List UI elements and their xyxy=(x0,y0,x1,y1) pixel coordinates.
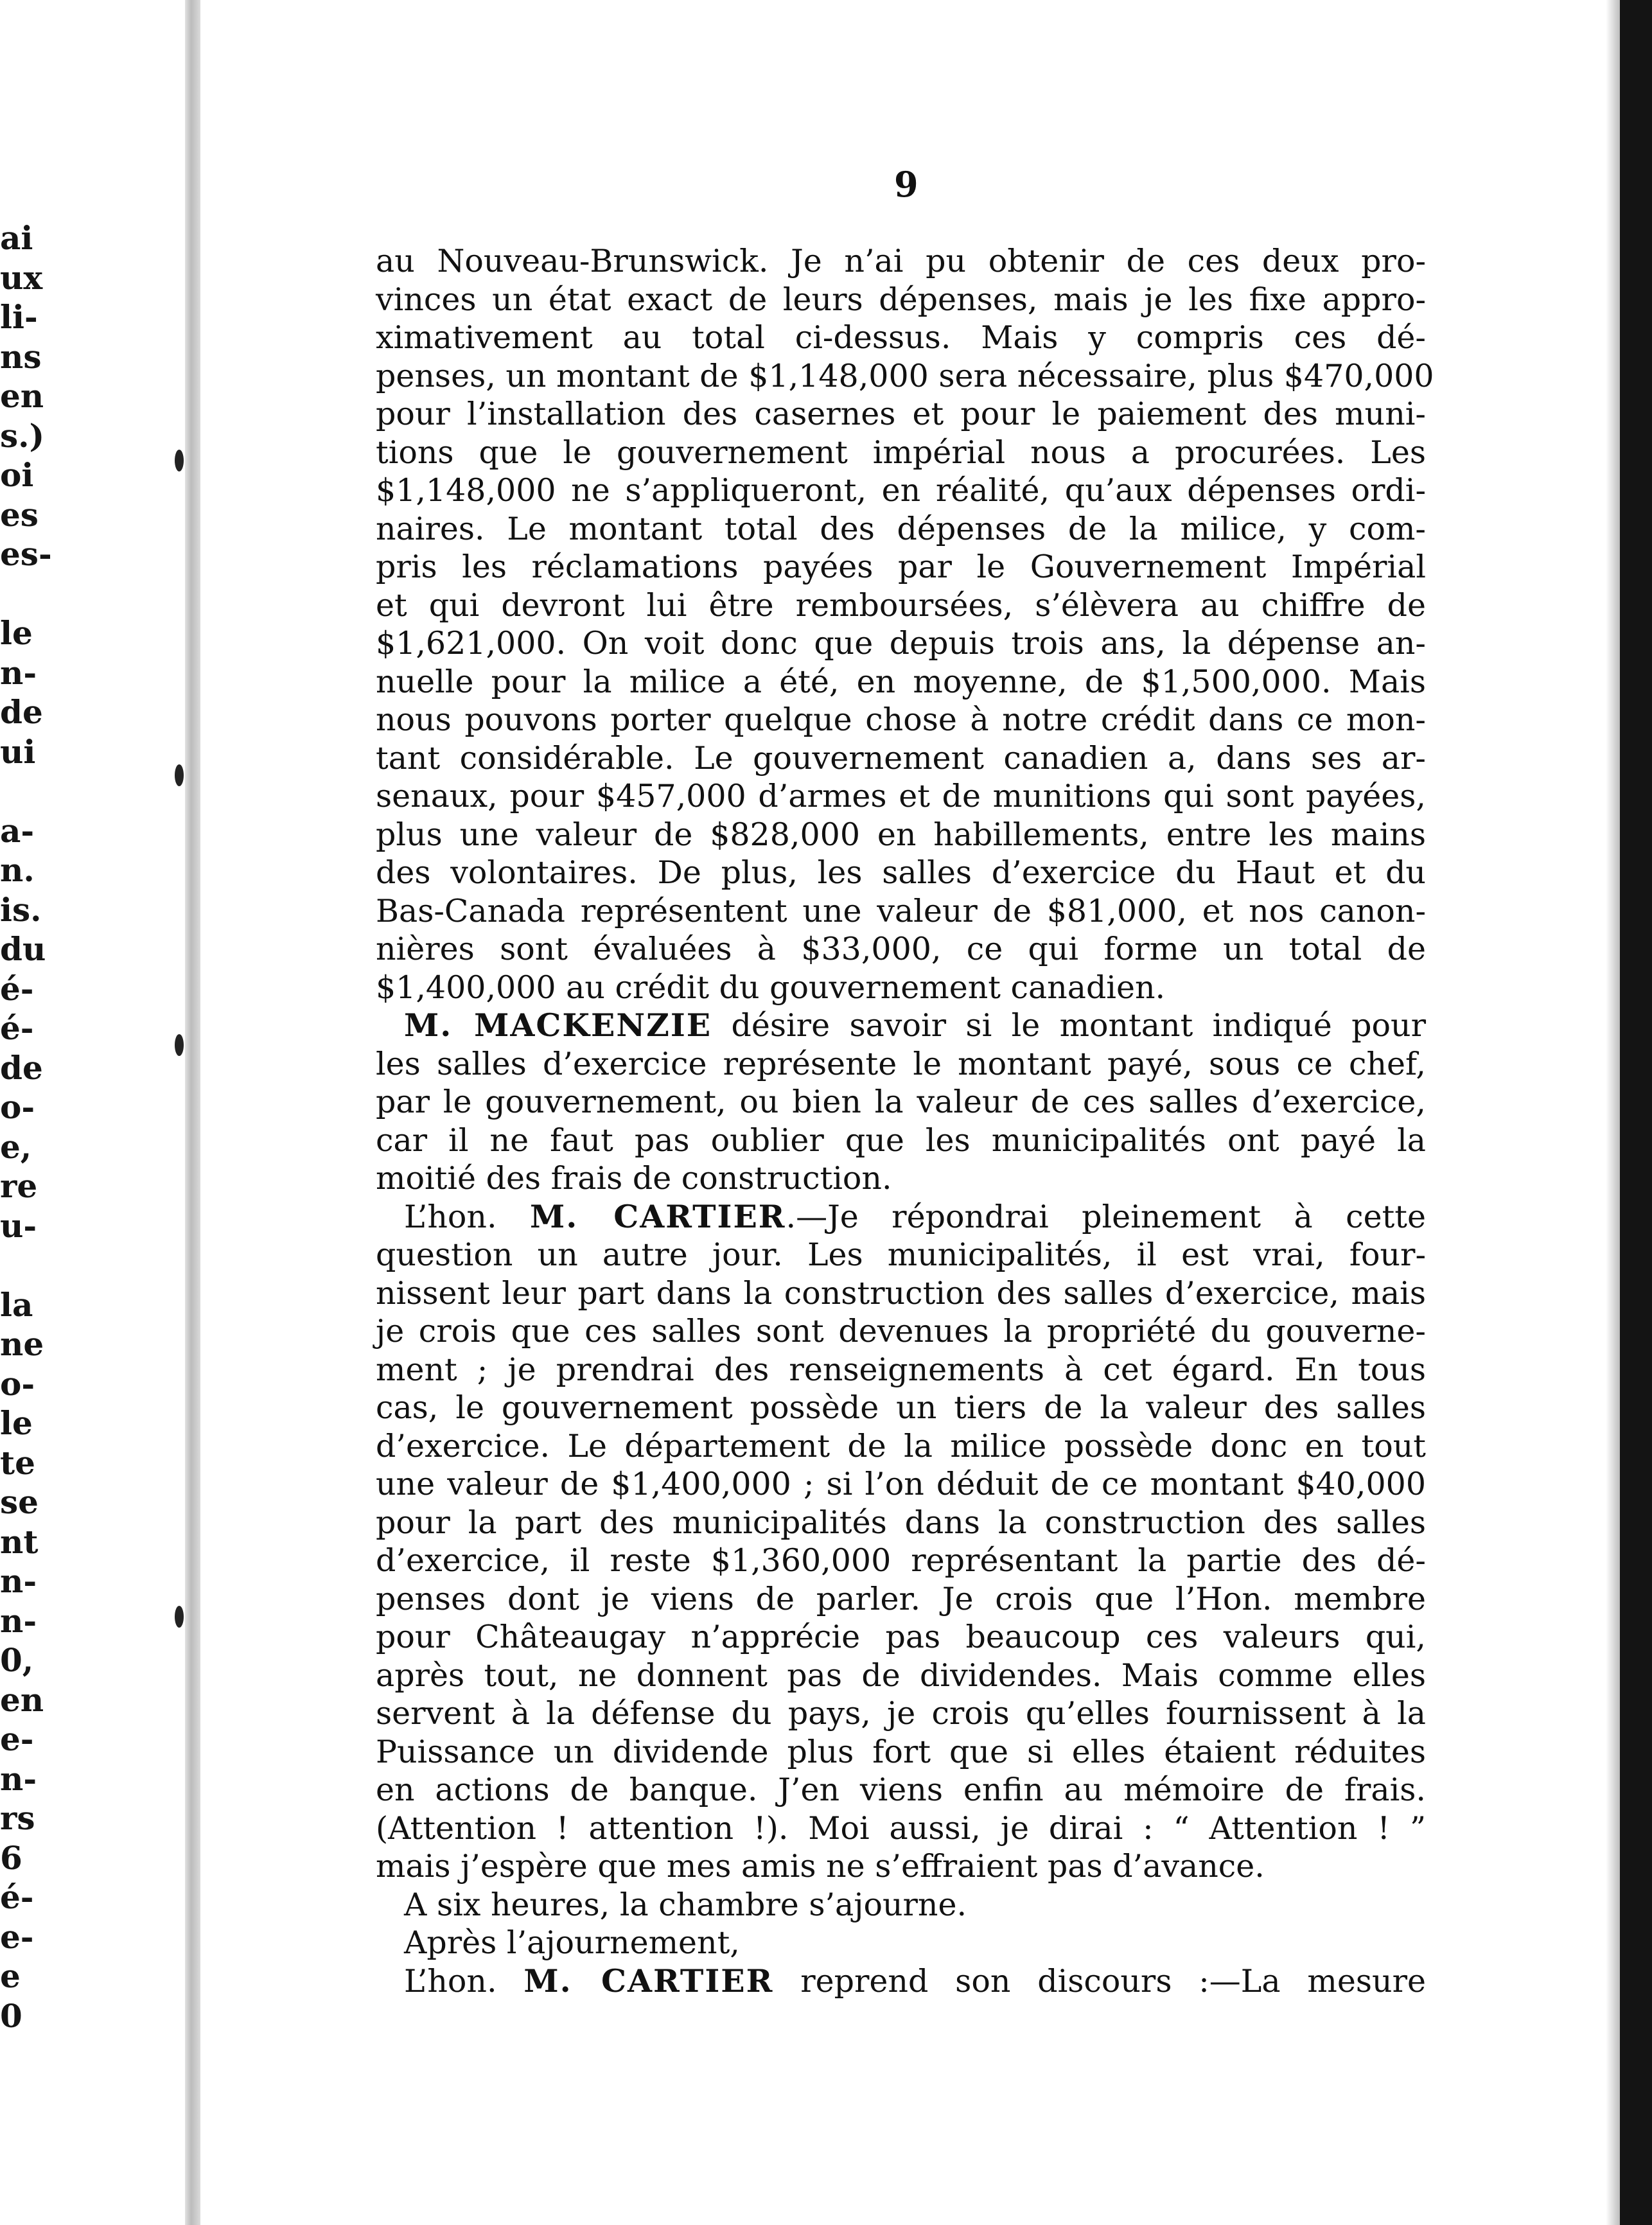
text-line xyxy=(376,1083,1426,1121)
left-fragment-line: e- xyxy=(0,1917,34,1956)
left-fragment-line: 0, xyxy=(0,1641,34,1679)
left-fragment-line: é- xyxy=(0,1878,34,1916)
text-line xyxy=(376,1389,1426,1427)
line-text: $1,400,000 au crédit du gouvernement canadien. xyxy=(376,969,1166,1006)
line-text: servent à la défense du pays, je crois qu’elles fournissent à la xyxy=(376,1695,1426,1732)
left-fragment-line: o- xyxy=(0,1088,35,1126)
line-text: nous pouvons porter quelque chose à notre crédit dans ce mon- xyxy=(376,701,1426,738)
text-line xyxy=(376,434,1426,472)
left-fragment-line: n- xyxy=(0,1562,37,1600)
left-fragment-line: e, xyxy=(0,1127,32,1166)
speaker-name: M. CARTIER xyxy=(523,1962,774,2000)
text-line xyxy=(376,1198,1426,1236)
text-line xyxy=(376,1236,1426,1274)
text-line xyxy=(376,1847,1426,1886)
text-line xyxy=(376,395,1426,434)
text-line xyxy=(376,1045,1426,1084)
line-text: cas, le gouvernement possède un tiers de la valeur des salles xyxy=(376,1389,1426,1426)
line-text: vinces un état exact de leurs dépenses, mais je les fixe appro- xyxy=(376,281,1426,318)
line-text: après tout, ne donnent pas de dividendes. Mais comme elles xyxy=(376,1657,1426,1694)
text-line xyxy=(376,1771,1426,1809)
text-line xyxy=(376,319,1426,357)
binding-mark xyxy=(175,450,184,471)
text-line xyxy=(376,1962,1426,2001)
text-line xyxy=(376,242,1426,281)
line-text: $1,148,000 ne s’appliqueront, en réalité, qu’aux dépenses ordi- xyxy=(376,472,1426,509)
binding-mark xyxy=(175,1606,184,1628)
text-line xyxy=(376,1618,1426,1657)
line-text: au Nouveau-Brunswick. Je n’ai pu obtenir de ces deux pro- xyxy=(376,243,1426,279)
speaker-name: M. MACKENZIE xyxy=(404,1007,712,1044)
text-line xyxy=(376,892,1426,931)
left-fragment-line: 6 xyxy=(0,1838,22,1877)
text-line xyxy=(376,1924,1426,1962)
text-line xyxy=(376,1465,1426,1504)
text-line xyxy=(376,281,1426,319)
line-text: penses dont je viens de parler. Je crois que l’Hon. membre xyxy=(376,1580,1426,1617)
line-text: les salles d’exercice représente le montant payé, sous ce chef, xyxy=(376,1045,1426,1082)
left-page-edge xyxy=(0,0,186,2225)
line-text: nuelle pour la milice a été, en moyenne, de $1,500,000. Mais xyxy=(376,663,1426,700)
left-fragment-line: n. xyxy=(0,851,35,889)
left-fragment-line: u- xyxy=(0,1206,37,1245)
line-text: moitié des frais de construction. xyxy=(376,1160,892,1197)
line-text: pour Châteaugay n’apprécie pas beaucoup ces valeurs qui, xyxy=(376,1619,1426,1655)
left-fragment-line: é- xyxy=(0,969,34,1008)
text-line xyxy=(376,1504,1426,1542)
text-line xyxy=(376,701,1426,739)
left-fragment-line: ns xyxy=(0,337,42,376)
speaker-title: L’hon. xyxy=(404,1198,530,1235)
line-text: naires. Le montant total des dépenses de la milice, y com- xyxy=(376,510,1426,547)
left-fragment-line: oi xyxy=(0,456,34,494)
left-fragment-line: en xyxy=(0,377,44,415)
left-fragment-line: re xyxy=(0,1167,38,1205)
line-text: ment ; je prendrai des renseignements à cet égard. En tous xyxy=(376,1351,1426,1388)
line-text: des volontaires. De plus, les salles d’exercice du Haut et du xyxy=(376,854,1426,891)
text-line xyxy=(376,510,1426,549)
line-text: pour l’installation des casernes et pour le paiement des muni- xyxy=(376,396,1426,432)
left-fragment-line: e- xyxy=(0,1720,34,1758)
line-text: plus une valeur de $828,000 en habillements, entre les mains xyxy=(376,816,1426,853)
text-line xyxy=(376,1657,1426,1695)
left-fragment-line xyxy=(0,574,51,614)
text-line xyxy=(376,624,1426,663)
text-line xyxy=(376,930,1426,969)
scan-edge xyxy=(1620,0,1652,2225)
left-fragment-line: é- xyxy=(0,1009,34,1047)
left-fragment-line: te xyxy=(0,1443,35,1482)
line-text: nissent leur part dans la construction des salles d’exercice, mais xyxy=(376,1274,1426,1312)
line-text: et qui devront lui être remboursées, s’élèvera au chiffre de xyxy=(376,586,1426,624)
left-fragment-line: de xyxy=(0,1048,43,1087)
left-fragment-line: ai xyxy=(0,219,33,257)
book-spine xyxy=(185,0,200,2225)
text-line xyxy=(376,1809,1426,1848)
text-line xyxy=(376,1733,1426,1772)
line-text: senaux, pour $457,000 d’armes et de munitions qui sont payées, xyxy=(376,778,1426,814)
text-line xyxy=(376,1351,1426,1389)
line-text: tions que le gouvernement impérial nous a procurées. Les xyxy=(376,434,1426,471)
line-text: question un autre jour. Les municipalités, il est vrai, four- xyxy=(376,1236,1426,1273)
left-fragment-line: se xyxy=(0,1483,39,1521)
line-text: nières sont évaluées à $33,000, ce qui forme un total de xyxy=(376,931,1426,967)
text-line xyxy=(376,1274,1426,1313)
text-line xyxy=(376,663,1426,701)
text-line xyxy=(376,969,1426,1007)
line-text: car il ne faut pas oublier que les municipalités ont payé la xyxy=(376,1121,1426,1159)
left-fragment-line: en xyxy=(0,1680,44,1719)
text-line xyxy=(376,471,1426,510)
text-line xyxy=(376,1159,1426,1198)
left-fragment-line: e xyxy=(0,1957,21,1995)
line-text: d’exercice. Le département de la milice possède donc en tout xyxy=(376,1427,1426,1464)
left-fragment-line: la xyxy=(0,1285,33,1324)
line-text: d’exercice, il reste $1,360,000 représentant la partie des dé- xyxy=(376,1542,1426,1579)
left-page-text-fragments xyxy=(0,218,51,2036)
line-text: ximativement au total ci-dessus. Mais y compris ces dé- xyxy=(376,319,1426,356)
line-text: A six heures, la chambre s’ajourne. xyxy=(404,1886,967,1923)
left-fragment-line: le xyxy=(0,614,33,652)
line-text: je crois que ces salles sont devenues la propriété du gouverne- xyxy=(376,1313,1426,1350)
line-text: mais j’espère que mes amis ne s’effraient pas d’avance. xyxy=(376,1848,1265,1885)
line-text: pour la part des municipalités dans la construction des salles xyxy=(376,1504,1426,1541)
left-fragment-line: is. xyxy=(0,890,42,929)
left-fragment-line: a- xyxy=(0,811,35,850)
text-line xyxy=(376,816,1426,854)
left-fragment-line: ne xyxy=(0,1325,44,1363)
text-line xyxy=(376,854,1426,892)
line-text: penses, un montant de $1,148,000 sera nécessaire, plus $470,000 xyxy=(376,357,1434,394)
binding-mark xyxy=(175,1034,184,1056)
text-line xyxy=(376,1542,1426,1580)
speaker-title: L’hon. xyxy=(404,1962,524,2000)
text-line xyxy=(376,777,1426,816)
text-line xyxy=(376,1121,1426,1160)
left-fragment-line: 0 xyxy=(0,1996,22,2035)
text-line xyxy=(376,1312,1426,1351)
left-fragment-line: es xyxy=(0,495,39,534)
line-text: $1,621,000. On voit donc que depuis trois ans, la dépense an- xyxy=(376,625,1426,662)
text-line xyxy=(376,586,1426,625)
left-fragment-line: rs xyxy=(0,1799,35,1837)
page-number: 9 xyxy=(894,164,918,205)
left-fragment-line xyxy=(0,1245,51,1285)
line-text: reprend son discours :—La mesure xyxy=(773,1962,1426,2000)
text-line xyxy=(376,1694,1426,1733)
text-line xyxy=(376,1580,1426,1619)
line-text: pris les réclamations payées par le Gouvernement Impérial xyxy=(376,549,1426,585)
speaker-name: M. CARTIER xyxy=(529,1197,786,1235)
line-text: (Attention ! attention !). Moi aussi, je dirai : “ Attention ! ” xyxy=(376,1809,1426,1847)
line-text: en actions de banque. J’en viens enfin au mémoire de frais. xyxy=(376,1772,1426,1808)
text-line xyxy=(376,1007,1426,1045)
text-line xyxy=(376,1427,1426,1466)
left-fragment-line: le xyxy=(0,1404,33,1442)
line-text: Bas-Canada représentent une valeur de $81,000, et nos canon- xyxy=(376,892,1426,929)
left-fragment-line: n- xyxy=(0,653,37,692)
line-text: tant considérable. Le gouvernement canadien a, dans ses ar- xyxy=(376,739,1426,777)
left-fragment-line: s.) xyxy=(0,416,45,455)
line-text: Puissance un dividende plus fort que si elles étaient réduites xyxy=(376,1733,1426,1770)
line-text: par le gouvernement, ou bien la valeur de ces salles d’exercice, xyxy=(376,1084,1426,1120)
left-fragment-line: ui xyxy=(0,732,36,771)
line-text: désire savoir si le montant indiqué pour xyxy=(712,1007,1426,1044)
text-line xyxy=(376,1886,1426,1924)
left-fragment-line: du xyxy=(0,930,46,968)
line-text: .—Je répondrai pleinement à cette xyxy=(786,1198,1426,1235)
left-fragment-line: o- xyxy=(0,1364,35,1403)
left-fragment-line: ux xyxy=(0,258,43,297)
text-line xyxy=(376,739,1426,778)
text-line xyxy=(376,548,1426,586)
line-text: une valeur de $1,400,000 ; si l’on déduit de ce montant $40,000 xyxy=(376,1466,1426,1502)
text-line xyxy=(376,357,1434,396)
left-fragment-line: n- xyxy=(0,1759,37,1798)
left-fragment-line: de xyxy=(0,693,43,731)
body-text xyxy=(376,242,1434,2000)
left-fragment-line: n- xyxy=(0,1601,37,1640)
binding-mark xyxy=(175,764,184,786)
left-fragment-line: es- xyxy=(0,535,52,573)
left-fragment-line: nt xyxy=(0,1522,39,1561)
left-fragment-line: li- xyxy=(0,298,38,336)
left-fragment-line xyxy=(0,771,51,811)
line-text: Après l’ajournement, xyxy=(404,1924,740,1961)
